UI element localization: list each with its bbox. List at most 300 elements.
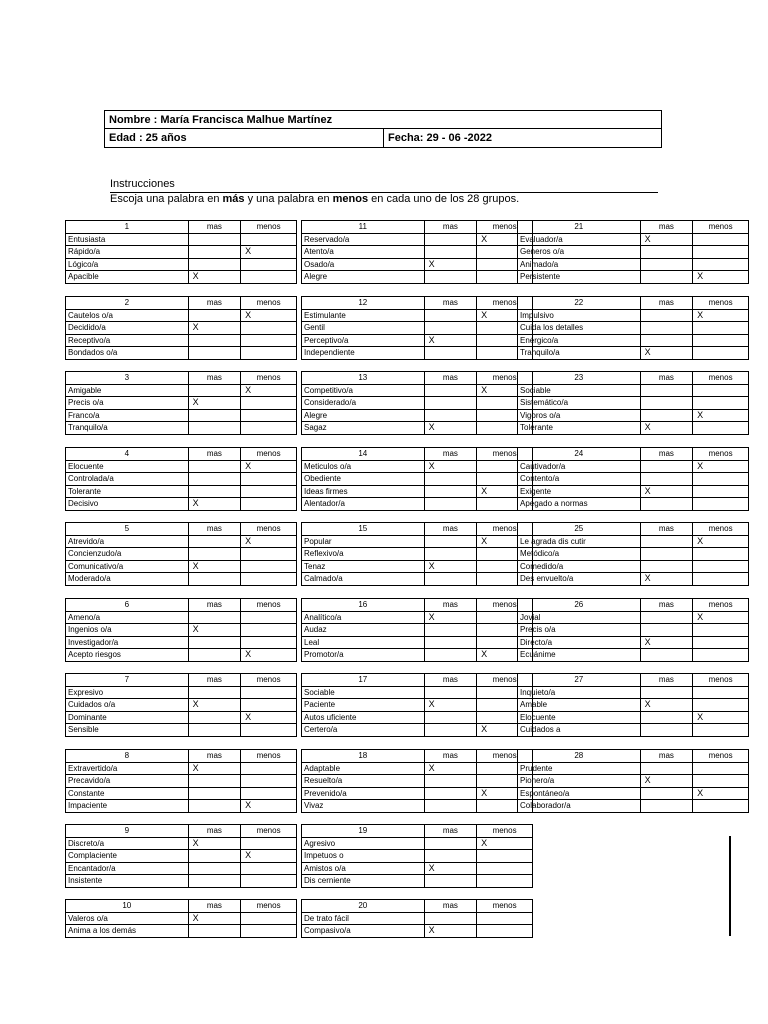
word-label: Le agrada dis cutir [518,535,641,548]
menos-mark[interactable] [241,347,297,360]
menos-mark[interactable] [241,560,297,573]
mas-mark[interactable] [640,409,693,422]
mas-mark[interactable] [640,548,693,561]
mas-mark[interactable] [640,271,693,284]
word-label: Considerado/a [302,397,425,410]
mas-mark[interactable] [640,611,693,624]
word-label: Atrevido/a [66,535,189,548]
mas-mark[interactable] [188,573,241,586]
menos-column-header: menos [241,372,297,385]
menos-mark[interactable]: X [477,787,533,800]
mas-mark[interactable] [424,309,477,322]
menos-mark[interactable]: X [693,611,749,624]
menos-mark[interactable] [693,258,749,271]
mas-mark[interactable]: X [188,762,241,775]
word-row [518,775,749,788]
word-label: Amable [518,699,641,712]
mas-mark[interactable] [188,925,241,938]
word-label: Directo/a [518,636,641,649]
mas-mark[interactable] [640,535,693,548]
word-row [518,686,749,699]
mas-mark[interactable]: X [640,775,693,788]
word-label: Tolerante [518,422,641,435]
menos-mark[interactable] [241,573,297,586]
group-24 [517,447,749,511]
mas-mark[interactable] [640,309,693,322]
mas-mark[interactable] [424,724,477,737]
word-label: Complaciente [66,850,189,863]
menos-mark[interactable] [693,233,749,246]
mas-mark[interactable] [188,309,241,322]
word-label: Acepto riesgos [66,649,189,662]
word-row [518,636,749,649]
mas-mark[interactable] [188,800,241,813]
mas-mark[interactable]: X [188,322,241,335]
menos-mark[interactable] [241,271,297,284]
mas-mark[interactable] [424,649,477,662]
mas-mark[interactable] [640,787,693,800]
mas-mark[interactable] [424,322,477,335]
mas-mark[interactable] [424,233,477,246]
word-row [66,473,297,486]
menos-mark[interactable] [477,862,533,875]
mas-mark[interactable] [424,875,477,888]
menos-mark[interactable] [241,925,297,938]
mas-mark[interactable] [188,246,241,259]
menos-mark[interactable]: X [693,787,749,800]
mas-mark[interactable] [424,912,477,925]
menos-mark[interactable] [693,397,749,410]
word-row [302,862,533,875]
mas-mark[interactable] [640,258,693,271]
mas-mark[interactable] [424,573,477,586]
group-header [302,674,533,687]
menos-mark[interactable]: X [477,485,533,498]
instructions-text-part: y una palabra en [244,193,333,205]
menos-mark[interactable]: X [477,837,533,850]
mas-mark[interactable] [424,485,477,498]
mas-mark[interactable] [424,624,477,637]
mas-mark[interactable] [640,649,693,662]
mas-mark[interactable] [640,762,693,775]
word-label: Investigador/a [66,636,189,649]
mas-column-header: mas [188,221,241,234]
mas-mark[interactable] [424,347,477,360]
word-label: Expresivo [66,686,189,699]
menos-mark[interactable]: X [477,649,533,662]
word-row [518,409,749,422]
word-label: Gentil [302,322,425,335]
mas-mark[interactable] [640,334,693,347]
mas-mark[interactable] [640,800,693,813]
group-number: 14 [302,448,425,461]
menos-column-header: menos [241,599,297,612]
menos-mark[interactable] [241,258,297,271]
mas-mark[interactable] [188,384,241,397]
menos-mark[interactable]: X [241,535,297,548]
mas-mark[interactable]: X [424,560,477,573]
menos-mark[interactable] [477,925,533,938]
mas-mark[interactable] [424,787,477,800]
word-row [302,560,533,573]
word-label: Alegre [302,271,425,284]
mas-mark[interactable]: X [188,912,241,925]
mas-column-header: mas [424,221,477,234]
mas-mark[interactable]: X [640,573,693,586]
menos-mark[interactable] [693,686,749,699]
menos-column-header: menos [477,825,533,838]
word-row [518,460,749,473]
mas-mark[interactable] [640,686,693,699]
menos-mark[interactable] [693,422,749,435]
word-label: Obediente [302,473,425,486]
mas-mark[interactable]: X [640,347,693,360]
mas-mark[interactable] [188,787,241,800]
word-label: Perceptivo/a [302,334,425,347]
word-label: Receptivo/a [66,334,189,347]
word-row [66,787,297,800]
menos-mark[interactable] [693,473,749,486]
mas-mark[interactable] [640,560,693,573]
menos-mark[interactable] [693,322,749,335]
word-row [66,460,297,473]
group-header [302,221,533,234]
word-label: Resuelto/a [302,775,425,788]
word-row [302,233,533,246]
menos-column-header: menos [477,599,533,612]
menos-mark[interactable] [241,636,297,649]
mas-column-header: mas [424,900,477,913]
mas-mark[interactable] [640,246,693,259]
word-label: Autos uficiente [302,711,425,724]
menos-mark[interactable] [241,912,297,925]
mas-mark[interactable] [188,347,241,360]
group-17 [301,673,533,737]
mas-mark[interactable] [640,711,693,724]
word-label: Certero/a [302,724,425,737]
menos-mark[interactable] [241,397,297,410]
mas-mark[interactable]: X [640,699,693,712]
menos-mark[interactable] [477,850,533,863]
mas-mark[interactable] [188,850,241,863]
menos-mark[interactable]: X [241,460,297,473]
menos-mark[interactable]: X [241,800,297,813]
word-label: Comunicativo/a [66,560,189,573]
menos-mark[interactable] [693,573,749,586]
menos-mark[interactable]: X [241,850,297,863]
word-label: Sistemático/a [518,397,641,410]
mas-mark[interactable]: X [188,837,241,850]
menos-column-header: menos [477,448,533,461]
menos-mark[interactable] [477,875,533,888]
mas-mark[interactable]: X [188,699,241,712]
mas-mark[interactable] [188,334,241,347]
menos-mark[interactable] [693,775,749,788]
menos-mark[interactable] [693,624,749,637]
menos-mark[interactable]: X [241,711,297,724]
word-label: Generos o/a [518,246,641,259]
menos-mark[interactable] [693,485,749,498]
mas-mark[interactable]: X [424,460,477,473]
menos-mark[interactable] [693,636,749,649]
menos-mark[interactable] [693,724,749,737]
mas-mark[interactable]: X [424,862,477,875]
menos-column-header: menos [477,297,533,310]
word-row [518,535,749,548]
menos-mark[interactable]: X [693,309,749,322]
word-row [66,422,297,435]
mas-mark[interactable]: X [640,485,693,498]
word-row [302,422,533,435]
mas-mark[interactable] [640,624,693,637]
mas-mark[interactable] [424,850,477,863]
menos-mark[interactable]: X [241,649,297,662]
mas-mark[interactable] [424,498,477,511]
word-label: Ecuánime [518,649,641,662]
mas-mark[interactable] [424,409,477,422]
word-row [66,624,297,637]
mas-mark[interactable] [640,397,693,410]
mas-mark[interactable] [188,611,241,624]
mas-mark[interactable]: X [188,624,241,637]
mas-mark[interactable]: X [640,422,693,435]
menos-column-header: menos [693,297,749,310]
mas-mark[interactable] [424,711,477,724]
mas-column-header: mas [424,297,477,310]
menos-mark[interactable]: X [693,460,749,473]
menos-mark[interactable]: X [477,309,533,322]
mas-column-header: mas [188,900,241,913]
group-header [302,825,533,838]
mas-mark[interactable] [188,422,241,435]
menos-mark[interactable] [241,322,297,335]
menos-mark[interactable]: X [693,711,749,724]
menos-mark[interactable] [693,246,749,259]
mas-mark[interactable] [188,649,241,662]
menos-mark[interactable] [693,762,749,775]
group-number: 23 [518,372,641,385]
mas-mark[interactable] [424,397,477,410]
word-label: Precis o/a [518,624,641,637]
word-label: Persistente [518,271,641,284]
group-header [66,900,297,913]
mas-mark[interactable] [188,636,241,649]
word-row [518,548,749,561]
mas-mark[interactable] [188,711,241,724]
mas-mark[interactable] [424,800,477,813]
mas-mark[interactable]: X [424,925,477,938]
word-row [302,850,533,863]
mas-mark[interactable] [188,535,241,548]
menos-mark[interactable] [693,548,749,561]
menos-mark[interactable] [241,498,297,511]
group-header [66,674,297,687]
group-number: 21 [518,221,641,234]
menos-mark[interactable] [241,787,297,800]
instructions-text-part: en cada uno de los 28 grupos. [368,193,520,205]
menos-mark[interactable] [241,699,297,712]
mas-mark[interactable] [424,775,477,788]
word-row [302,498,533,511]
mas-mark[interactable] [188,875,241,888]
word-label: Audaz [302,624,425,637]
menos-mark[interactable]: X [477,233,533,246]
group-header [302,900,533,913]
mas-mark[interactable] [640,322,693,335]
mas-mark[interactable] [188,686,241,699]
mas-mark[interactable]: X [188,271,241,284]
word-label: Apegado a normas [518,498,641,511]
menos-mark[interactable] [241,837,297,850]
menos-mark[interactable] [241,233,297,246]
mas-column-header: mas [424,523,477,536]
menos-mark[interactable] [693,800,749,813]
menos-mark[interactable]: X [693,535,749,548]
word-label: Sagaz [302,422,425,435]
word-label: Metódico/a [518,548,641,561]
menos-mark[interactable] [693,498,749,511]
word-label: Espontáneo/a [518,787,641,800]
mas-mark[interactable] [424,384,477,397]
menos-mark[interactable] [241,624,297,637]
menos-mark[interactable]: X [477,384,533,397]
word-label: Estimulante [302,309,425,322]
mas-mark[interactable] [188,862,241,875]
menos-mark[interactable]: X [477,535,533,548]
mas-mark[interactable] [188,233,241,246]
mas-mark[interactable]: X [640,636,693,649]
menos-mark[interactable] [241,485,297,498]
word-row [302,800,533,813]
word-label: Vigoros o/a [518,409,641,422]
menos-mark[interactable]: X [693,409,749,422]
mas-mark[interactable] [640,473,693,486]
mas-mark[interactable] [640,724,693,737]
word-label: Enérgico/a [518,334,641,347]
mas-column-header: mas [424,599,477,612]
word-label: Agresivo [302,837,425,850]
word-row [302,309,533,322]
word-label: Precavido/a [66,775,189,788]
menos-mark[interactable] [693,384,749,397]
menos-mark[interactable]: X [477,724,533,737]
menos-mark[interactable] [241,334,297,347]
word-row [302,699,533,712]
menos-column-header: menos [477,674,533,687]
mas-mark[interactable] [424,636,477,649]
mas-column-header: mas [640,448,693,461]
menos-mark[interactable] [241,862,297,875]
mas-mark[interactable]: X [424,611,477,624]
mas-mark[interactable]: X [188,397,241,410]
group-4 [65,447,297,511]
mas-mark[interactable] [188,258,241,271]
menos-mark[interactable] [693,649,749,662]
group-header [66,448,297,461]
menos-mark[interactable] [477,912,533,925]
menos-mark[interactable] [693,347,749,360]
mas-mark[interactable]: X [424,422,477,435]
word-row [302,246,533,259]
mas-mark[interactable] [424,686,477,699]
mas-mark[interactable] [640,384,693,397]
mas-mark[interactable] [424,548,477,561]
mas-mark[interactable] [424,271,477,284]
menos-mark[interactable] [241,724,297,737]
word-row [302,912,533,925]
word-row [66,271,297,284]
word-row [518,649,749,662]
mas-mark[interactable] [424,535,477,548]
menos-mark[interactable]: X [693,271,749,284]
mas-mark[interactable] [188,409,241,422]
mas-mark[interactable] [188,724,241,737]
word-row [302,409,533,422]
menos-mark[interactable] [241,422,297,435]
menos-column-header: menos [241,523,297,536]
word-label: Alegre [302,409,425,422]
mas-mark[interactable] [188,548,241,561]
menos-mark[interactable] [693,334,749,347]
group-header [302,297,533,310]
menos-mark[interactable] [241,686,297,699]
mas-mark[interactable]: X [424,699,477,712]
menos-mark[interactable] [241,875,297,888]
word-row [302,384,533,397]
mas-mark[interactable] [640,498,693,511]
menos-mark[interactable]: X [241,246,297,259]
menos-mark[interactable] [241,548,297,561]
menos-mark[interactable] [241,762,297,775]
menos-column-header: menos [241,900,297,913]
word-label: Cuidados o/a [66,699,189,712]
mas-mark[interactable]: X [424,762,477,775]
mas-mark[interactable] [188,485,241,498]
word-label: Jovial [518,611,641,624]
word-row [66,397,297,410]
mas-mark[interactable] [424,837,477,850]
word-row [518,246,749,259]
mas-mark[interactable] [424,473,477,486]
mas-column-header: mas [640,523,693,536]
word-label: De trato fácil [302,912,425,925]
word-label: Impulsivo [518,309,641,322]
mas-mark[interactable] [424,246,477,259]
word-label: Valeros o/a [66,912,189,925]
mas-mark[interactable]: X [424,258,477,271]
menos-mark[interactable] [241,409,297,422]
mas-mark[interactable] [188,473,241,486]
mas-mark[interactable]: X [640,233,693,246]
mas-mark[interactable]: X [424,334,477,347]
menos-mark[interactable] [241,611,297,624]
mas-mark[interactable]: X [188,498,241,511]
menos-mark[interactable] [693,699,749,712]
mas-mark[interactable] [188,460,241,473]
mas-mark[interactable] [188,775,241,788]
menos-mark[interactable]: X [241,384,297,397]
mas-mark[interactable]: X [188,560,241,573]
menos-mark[interactable] [241,775,297,788]
group-19 [301,824,533,888]
menos-mark[interactable] [693,560,749,573]
word-row [302,762,533,775]
word-row [302,347,533,360]
mas-mark[interactable] [640,460,693,473]
menos-mark[interactable] [241,473,297,486]
menos-mark[interactable]: X [241,309,297,322]
word-label: Impaciente [66,800,189,813]
